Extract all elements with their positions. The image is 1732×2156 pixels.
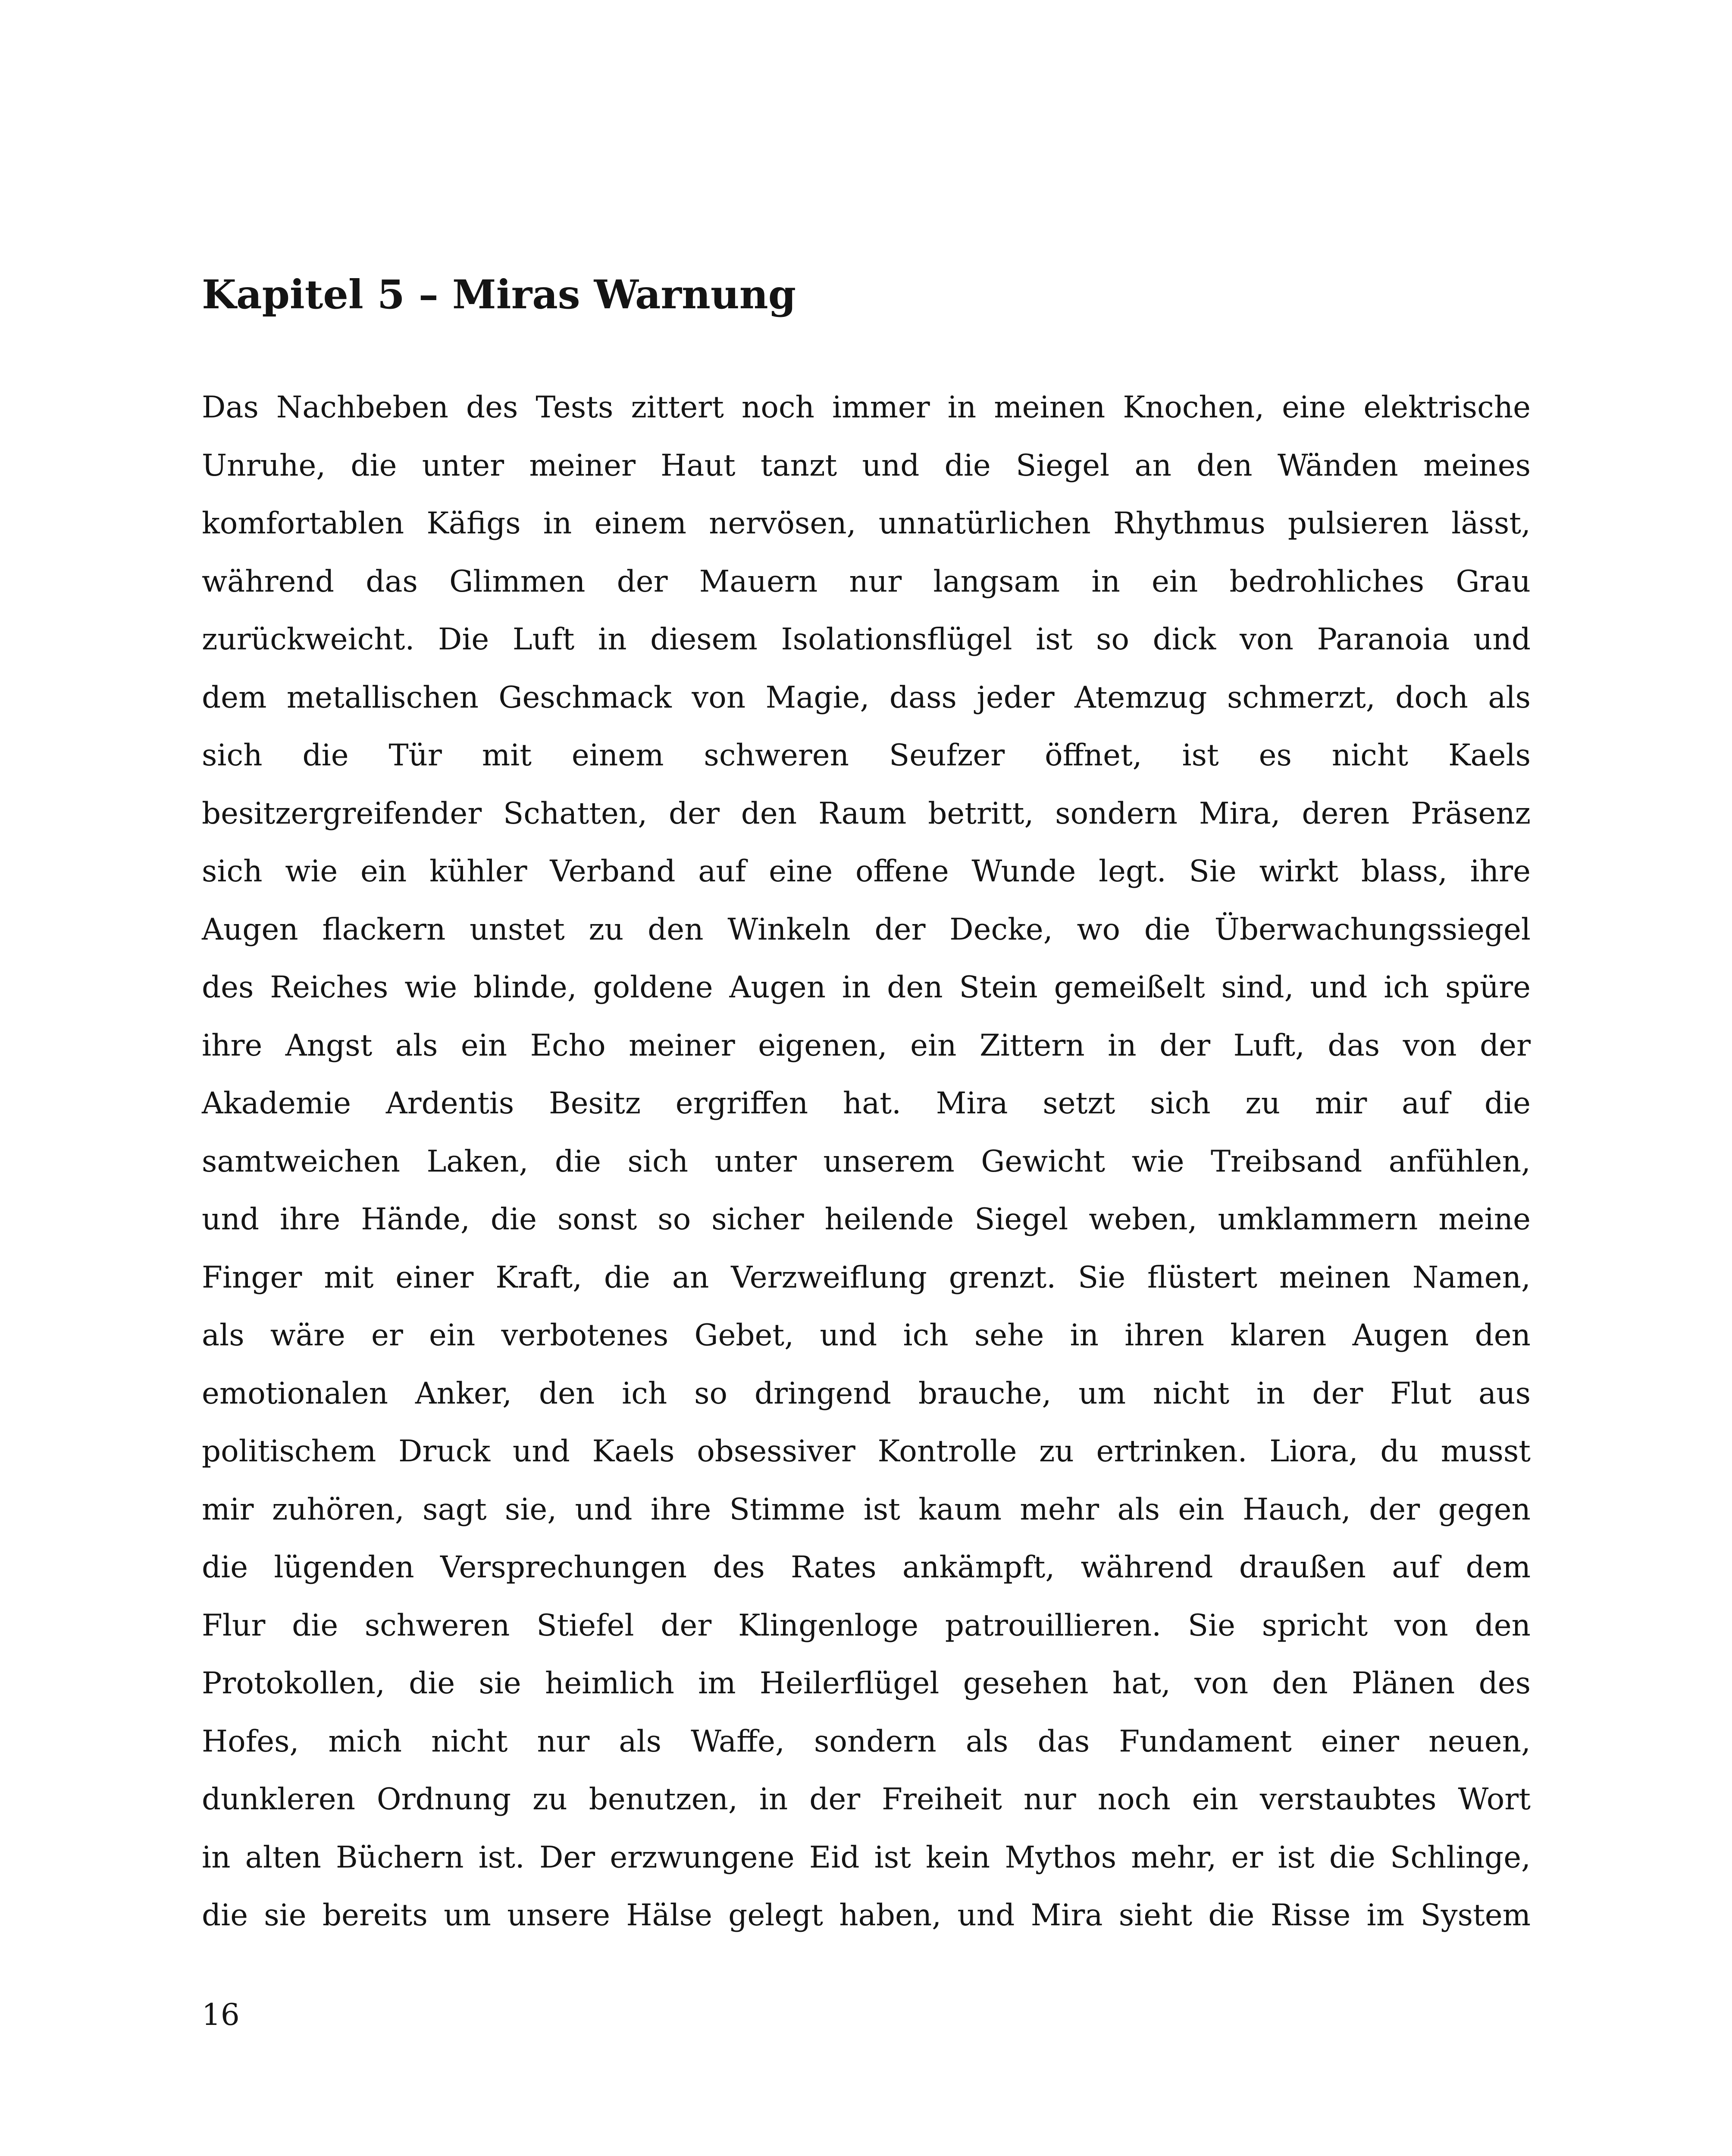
text-line: die lügenden Versprechungen des Rates ankämpft, während draußen auf dem [202, 1550, 1531, 1585]
text-line: sich wie ein kühler Verband auf eine offene Wunde legt. Sie wirkt blass, ihre [202, 854, 1531, 889]
text-line: Augen flackern unstet zu den Winkeln der Decke, wo die Überwachungssiegel [202, 912, 1531, 947]
text-line: besitzergreifender Schatten, der den Raum betritt, sondern Mira, deren Präsenz [202, 796, 1531, 831]
text-line: dunkleren Ordnung zu benutzen, in der Freiheit nur noch ein verstaubtes Wort [202, 1782, 1531, 1817]
text-line: und ihre Hände, die sonst so sicher heilende Siegel weben, umklammern meine [202, 1202, 1531, 1237]
text-line: mir zuhören, sagt sie, und ihre Stimme ist kaum mehr als ein Hauch, der gegen [202, 1492, 1531, 1527]
chapter-title: Kapitel 5 – Miras Warnung [202, 271, 796, 318]
text-line: politischem Druck und Kaels obsessiver Kontrolle zu ertrinken. Liora, du musst [202, 1434, 1531, 1469]
text-line: Finger mit einer Kraft, die an Verzweiflung grenzt. Sie flüstert meinen Namen, [202, 1260, 1531, 1295]
text-line: als wäre er ein verbotenes Gebet, und ich sehe in ihren klaren Augen den [202, 1318, 1531, 1353]
text-line: emotionalen Anker, den ich so dringend brauche, um nicht in der Flut aus [202, 1376, 1531, 1411]
text-line: in alten Büchern ist. Der erzwungene Eid ist kein Mythos mehr, er ist die Schlinge, [202, 1840, 1531, 1875]
text-line: sich die Tür mit einem schweren Seufzer öffnet, ist es nicht Kaels [202, 738, 1531, 773]
page-number: 16 [202, 1998, 240, 2032]
text-line: Flur die schweren Stiefel der Klingenloge patrouillieren. Sie spricht von den [202, 1608, 1531, 1643]
text-line: Unruhe, die unter meiner Haut tanzt und die Siegel an den Wänden meines [202, 448, 1531, 483]
text-line: Hofes, mich nicht nur als Waffe, sondern als das Fundament einer neuen, [202, 1724, 1531, 1759]
text-line: dem metallischen Geschmack von Magie, dass jeder Atemzug schmerzt, doch als [202, 680, 1531, 715]
text-line: die sie bereits um unsere Hälse gelegt haben, und Mira sieht die Risse im System [202, 1898, 1531, 1933]
text-line: komfortablen Käfigs in einem nervösen, unnatürlichen Rhythmus pulsieren lässt, [202, 506, 1531, 541]
text-line: des Reiches wie blinde, goldene Augen in den Stein gemeißelt sind, und ich spüre [202, 970, 1531, 1005]
body-paragraph [202, 379, 1531, 1945]
text-line: während das Glimmen der Mauern nur langsam in ein bedrohliches Grau [202, 564, 1531, 599]
text-line: Das Nachbeben des Tests zittert noch immer in meinen Knochen, eine elektrische [202, 390, 1531, 425]
text-line: samtweichen Laken, die sich unter unserem Gewicht wie Treibsand anfühlen, [202, 1144, 1531, 1179]
text-line: ihre Angst als ein Echo meiner eigenen, ein Zittern in der Luft, das von der [202, 1028, 1531, 1063]
text-line: Akademie Ardentis Besitz ergriffen hat. Mira setzt sich zu mir auf die [202, 1086, 1531, 1121]
text-line: Protokollen, die sie heimlich im Heilerflügel gesehen hat, von den Plänen des [202, 1666, 1531, 1701]
text-line: zurückweicht. Die Luft in diesem Isolationsflügel ist so dick von Paranoia und [202, 622, 1531, 657]
